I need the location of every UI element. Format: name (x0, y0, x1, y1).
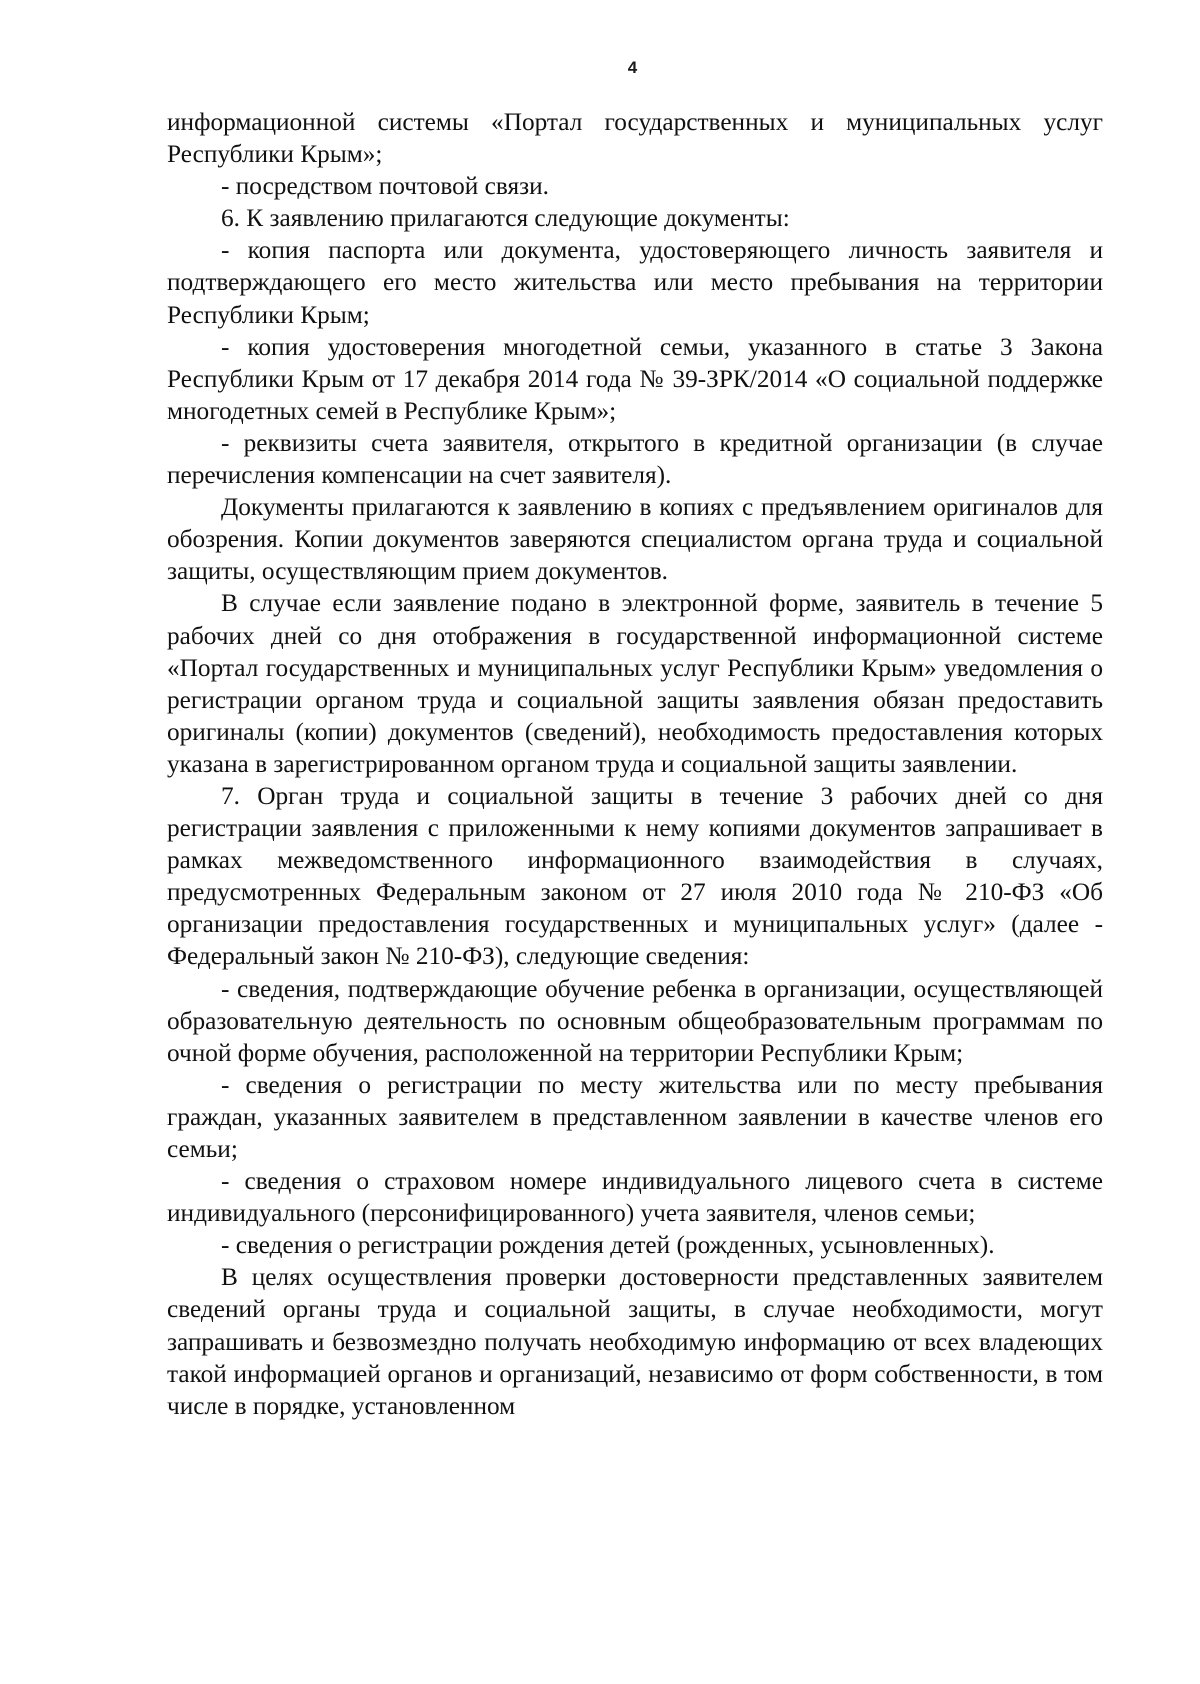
paragraph-bank-details: - реквизиты счета заявителя, открытого в кредитной организации (в случае перечисления компенсации на счет заявителя). (167, 428, 1103, 490)
paragraph-item-6: 6. К заявлению прилагаются следующие документы: (221, 204, 790, 233)
page-number: 4 (627, 58, 638, 77)
paragraph-verification: В целях осуществления проверки достоверности представленных заявителем сведений органы труда и социальной защиты, в случае необходимости, могут запрашивать и безвозмездно получать необходимую информацию от всех владеющих такой информацией органов и организаций, независимо от форм собственности, в том числе в порядке, установленном (167, 1263, 1103, 1420)
paragraph-item-7: 7. Орган труда и социальной защиты в течение 3 рабочих дней со дня регистрации заявления с приложенными к нему копиями документов запрашивает в рамках межведомственного информационного взаимодействия в случаях, предусмотренных Федеральным законом от 27 июля 2010 года № 210-ФЗ «Об организации предоставления государственных и муниципальных услуг» (далее - Федеральный закон № 210-ФЗ), следующие сведения: (167, 781, 1103, 971)
paragraph-education-info: - сведения, подтверждающие обучение ребенка в организации, осуществляющей образовательную деятельность по основным общеобразовательным программам по очной форме обучения, расположенной на территории Республики Крым; (167, 974, 1103, 1067)
paragraph-portal-continuation: информационной системы «Портал государственных и муниципальных услуг Республики Крым»; (167, 108, 1103, 169)
paragraph-insurance-number: - сведения о страховом номере индивидуального лицевого счета в системе индивидуального (персонифицированного) учета заявителя, членов семьи; (167, 1167, 1103, 1228)
paragraph-birth-registration: - сведения о регистрации рождения детей (рожденных, усыновленных). (221, 1231, 995, 1260)
paragraph-family-certificate: - копия удостоверения многодетной семьи, указанного в статье 3 Закона Республики Крым от 17 декабря 2014 года № 39-ЗРК/2014 «О социальной поддержке многодетных семей в Республике Крым»; (167, 332, 1103, 425)
paragraph-registration-info: - сведения о регистрации по месту жительства или по месту пребывания граждан, указанных заявителем в представленном заявлении в качестве членов его семьи; (167, 1070, 1103, 1163)
paragraph-passport-copy: - копия паспорта или документа, удостоверяющего личность заявителя и подтверждающего его место жительства или место пребывания на территории Республики Крым; (167, 236, 1103, 329)
document-body (167, 106, 1103, 1422)
paragraph-postal: - посредством почтовой связи. (221, 172, 549, 201)
paragraph-copies: Документы прилагаются к заявлению в копиях с предъявлением оригиналов для обозрения. Копии документов заверяются специалистом органа труда и социальной защиты, осуществляющим прием документов. (167, 493, 1103, 586)
paragraph-electronic-form: В случае если заявление подано в электронной форме, заявитель в течение 5 рабочих дней со дня отображения в государственной информационной системе «Портал государственных и муниципальных услуг Республики Крым» уведомления о регистрации органом труда и социальной защиты заявления обязан предоставить оригиналы (копии) документов (сведений), необходимость предоставления которых указана в зарегистрированном органом труда и социальной защиты заявлении. (167, 589, 1103, 778)
